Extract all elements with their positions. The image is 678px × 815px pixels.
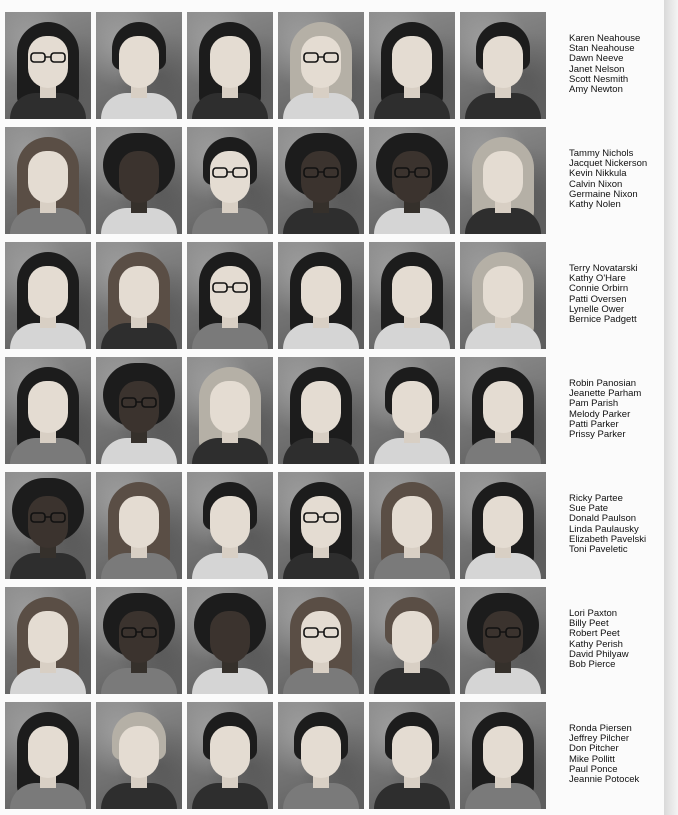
- student-portrait: [5, 242, 91, 349]
- page-edge: [664, 0, 678, 815]
- student-portrait: [278, 242, 364, 349]
- portrait-face: [210, 381, 250, 433]
- student-name: Jeannie Potocek: [569, 774, 640, 786]
- student-portrait: [5, 472, 91, 579]
- portrait-face: [210, 151, 250, 203]
- portrait-face: [301, 381, 341, 433]
- student-portrait: [187, 127, 273, 234]
- portrait-face: [301, 726, 341, 778]
- portrait-face: [119, 611, 159, 663]
- student-portrait: [96, 127, 182, 234]
- student-portrait: [460, 472, 546, 579]
- student-name: Jeanette Parham: [569, 388, 642, 400]
- student-portrait: [187, 702, 273, 809]
- portrait-face: [392, 611, 432, 663]
- portrait-face: [301, 151, 341, 203]
- portrait-face: [301, 496, 341, 548]
- glasses-icon: [301, 512, 341, 524]
- glasses-icon: [119, 397, 159, 409]
- student-portrait: [5, 357, 91, 464]
- portrait-face: [483, 726, 523, 778]
- student-name: Billy Peet: [569, 618, 609, 630]
- student-portrait: [369, 12, 455, 119]
- name-list: [569, 379, 641, 440]
- student-name: Ricky Partee: [569, 493, 623, 504]
- portrait-face: [392, 726, 432, 778]
- portrait-face: [28, 611, 68, 663]
- student-portrait: [5, 12, 91, 119]
- student-name: Tammy Nichols: [569, 148, 634, 159]
- student-name: Terry Novatarski: [569, 263, 638, 274]
- student-portrait: [187, 587, 273, 694]
- student-portrait: [187, 12, 273, 119]
- glasses-icon: [28, 512, 68, 524]
- student-name: Donald Paulson: [569, 513, 637, 525]
- portrait-face: [210, 36, 250, 88]
- student-portrait: [460, 12, 546, 119]
- portrait-face: [210, 611, 250, 663]
- student-portrait: [369, 357, 455, 464]
- student-portrait: [369, 472, 455, 579]
- portrait-face: [483, 381, 523, 433]
- student-portrait: [460, 702, 546, 809]
- portrait-face: [28, 151, 68, 203]
- student-portrait: [5, 127, 91, 234]
- student-name: Dawn Neeve: [569, 53, 624, 65]
- student-portrait: [187, 357, 273, 464]
- student-portrait: [96, 242, 182, 349]
- portrait-face: [28, 381, 68, 433]
- student-portrait: [460, 127, 546, 234]
- portrait-face: [301, 611, 341, 663]
- student-portrait: [278, 472, 364, 579]
- student-name: Connie Orbirn: [569, 283, 629, 295]
- student-name: Bob Pierce: [569, 659, 616, 671]
- student-portrait: [460, 587, 546, 694]
- portrait-face: [483, 36, 523, 88]
- student-portrait: [96, 587, 182, 694]
- student-portrait: [5, 702, 91, 809]
- student-name: Calvin Nixon: [569, 178, 623, 190]
- student-name: Amy Newton: [569, 84, 623, 96]
- student-name: Kathy Perish: [569, 638, 623, 650]
- portrait-face: [392, 36, 432, 88]
- glasses-icon: [301, 52, 341, 64]
- student-name: Jeffrey Pilcher: [569, 733, 630, 745]
- student-portrait: [187, 242, 273, 349]
- glasses-icon: [210, 282, 250, 294]
- portrait-face: [119, 151, 159, 203]
- portrait-face: [119, 266, 159, 318]
- portrait-face: [392, 381, 432, 433]
- student-name: Melody Parker: [569, 408, 631, 420]
- student-portrait: [369, 587, 455, 694]
- portrait-face: [301, 266, 341, 318]
- student-name: Don Pitcher: [569, 743, 619, 755]
- portrait-face: [119, 496, 159, 548]
- name-list: [569, 609, 629, 670]
- name-list: [569, 494, 646, 555]
- student-name: Germaine Nixon: [569, 188, 638, 200]
- student-portrait: [5, 587, 91, 694]
- student-portrait: [96, 702, 182, 809]
- glasses-icon: [301, 167, 341, 179]
- portrait-face: [301, 36, 341, 88]
- student-name: Mike Pollitt: [569, 753, 615, 765]
- name-list: [569, 149, 647, 210]
- student-name: Robin Panosian: [569, 378, 637, 389]
- student-portrait: [278, 12, 364, 119]
- student-name: David Philyaw: [569, 648, 629, 660]
- student-portrait: [460, 242, 546, 349]
- student-portrait: [278, 127, 364, 234]
- student-name: Robert Peet: [569, 628, 620, 640]
- glasses-icon: [483, 627, 523, 639]
- portrait-grid: [5, 12, 546, 809]
- student-name: Karen Neahouse: [569, 33, 641, 44]
- student-portrait: [96, 357, 182, 464]
- glasses-icon: [392, 167, 432, 179]
- portrait-face: [483, 151, 523, 203]
- portrait-face: [210, 726, 250, 778]
- student-name: Kevin Nikkula: [569, 168, 627, 180]
- student-name: Patti Parker: [569, 418, 619, 430]
- glasses-icon: [28, 52, 68, 64]
- student-name: Elizabeth Pavelski: [569, 533, 647, 545]
- student-name: Lynelle Ower: [569, 303, 625, 315]
- student-name: Pam Parish: [569, 398, 619, 410]
- portrait-face: [119, 381, 159, 433]
- student-name: Patti Oversen: [569, 293, 627, 305]
- student-name: Stan Neahouse: [569, 43, 635, 55]
- student-portrait: [96, 472, 182, 579]
- portrait-face: [119, 36, 159, 88]
- student-name: Scott Nesmith: [569, 73, 629, 85]
- portrait-face: [483, 266, 523, 318]
- student-portrait: [278, 357, 364, 464]
- student-name: Paul Ponce: [569, 763, 618, 775]
- name-list: [569, 264, 638, 325]
- student-name: Kathy Nolen: [569, 199, 621, 211]
- student-name: Toni Paveletic: [569, 544, 628, 556]
- student-portrait: [460, 357, 546, 464]
- portrait-face: [392, 496, 432, 548]
- student-name: Jacquet Nickerson: [569, 158, 648, 170]
- portrait-face: [392, 151, 432, 203]
- portrait-face: [28, 266, 68, 318]
- student-name: Sue Pate: [569, 503, 609, 515]
- name-list: [569, 724, 639, 785]
- portrait-face: [28, 726, 68, 778]
- student-portrait: [369, 242, 455, 349]
- student-portrait: [369, 127, 455, 234]
- student-name: Kathy O'Hare: [569, 273, 626, 285]
- glasses-icon: [210, 167, 250, 179]
- portrait-face: [392, 266, 432, 318]
- portrait-face: [28, 36, 68, 88]
- student-portrait: [96, 12, 182, 119]
- name-list: [569, 34, 640, 95]
- portrait-face: [210, 496, 250, 548]
- glasses-icon: [301, 627, 341, 639]
- portrait-face: [28, 496, 68, 548]
- student-name: Linda Paulausky: [569, 523, 639, 535]
- portrait-face: [119, 726, 159, 778]
- student-portrait: [278, 587, 364, 694]
- student-name: Janet Nelson: [569, 63, 625, 75]
- portrait-face: [210, 266, 250, 318]
- glasses-icon: [119, 627, 159, 639]
- student-name: Lori Paxton: [569, 608, 618, 619]
- student-portrait: [278, 702, 364, 809]
- student-name: Ronda Piersen: [569, 723, 632, 734]
- student-name: Prissy Parker: [569, 429, 626, 441]
- student-name: Bernice Padgett: [569, 314, 637, 326]
- student-portrait: [187, 472, 273, 579]
- portrait-face: [483, 496, 523, 548]
- portrait-face: [483, 611, 523, 663]
- student-portrait: [369, 702, 455, 809]
